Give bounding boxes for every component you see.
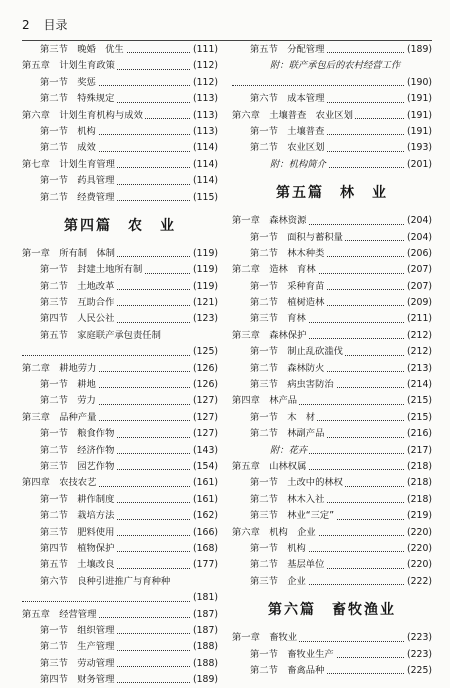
- toc-chapter-entry[interactable]: [22, 475, 218, 491]
- entry-label: 第一节 机构: [232, 541, 308, 557]
- entry-page-number: (218): [405, 492, 432, 508]
- toc-chapter-entry[interactable]: [232, 213, 432, 229]
- entry-page-number: (191): [405, 108, 432, 124]
- entry-label: 第一节 面积与蓄积量: [232, 230, 345, 246]
- toc-section-entry[interactable]: [232, 246, 432, 262]
- entry-label: 第五章 计划生育政策: [22, 58, 117, 74]
- entry-page-number: (125): [191, 344, 218, 360]
- toc-chapter-entry[interactable]: [22, 58, 218, 74]
- toc-chapter-entry[interactable]: [22, 607, 218, 623]
- entry-page-number: (187): [191, 607, 218, 623]
- entry-page-number: (189): [191, 672, 218, 688]
- toc-section-entry[interactable]: [22, 190, 218, 206]
- entry-label: 第一节 木 材: [232, 410, 317, 426]
- entry-label: 第二节 经费管理: [22, 190, 116, 206]
- toc-section-entry[interactable]: [22, 75, 218, 91]
- entry-page-number: (113): [191, 124, 218, 140]
- entry-label: 第五节 分配管理: [232, 42, 326, 58]
- entry-label: 第三节 晚婚 优生: [22, 42, 126, 58]
- toc-section-entry[interactable]: [22, 459, 218, 475]
- entry-page-number: (219): [405, 508, 432, 524]
- entry-page-number: (168): [191, 541, 218, 557]
- part-title: 第六篇 畜牧渔业: [268, 602, 396, 619]
- toc-section-entry[interactable]: [232, 124, 432, 140]
- entry-page-number: (223): [405, 647, 432, 663]
- entry-label: 第二章 耕地劳力: [22, 361, 98, 377]
- entry-page-number: (166): [191, 525, 218, 541]
- entry-page-number: (161): [191, 492, 218, 508]
- toc-chapter-entry[interactable]: [22, 157, 218, 173]
- entry-label: 第二节 经济作物: [22, 443, 116, 459]
- entry-page-number: (119): [191, 279, 218, 295]
- entry-label: 第三章 品种产量: [22, 410, 98, 426]
- entry-page-number: (126): [191, 361, 218, 377]
- entry-page-number: (115): [191, 190, 218, 206]
- entry-page-number: (191): [405, 124, 432, 140]
- entry-page-number: (188): [191, 639, 218, 655]
- toc-section-entry[interactable]: [232, 279, 432, 295]
- toc-chapter-entry[interactable]: [22, 410, 218, 426]
- entry-page-number: (126): [191, 377, 218, 393]
- entry-label: 第二节 农业区划: [232, 140, 326, 156]
- toc-chapter-entry[interactable]: [232, 459, 432, 475]
- toc-section-entry[interactable]: [22, 426, 218, 442]
- entry-label: 第二节 基层单位: [232, 557, 326, 573]
- toc-section-entry[interactable]: [232, 508, 432, 524]
- toc-section-entry[interactable]: [232, 295, 432, 311]
- entry-label: 第二节 成效: [22, 140, 98, 156]
- toc-section-entry[interactable]: [22, 672, 218, 688]
- toc-section-entry[interactable]: [22, 295, 218, 311]
- entry-label: 第三节 病虫害防治: [232, 377, 336, 393]
- entry-page-number: (161): [191, 475, 218, 491]
- entry-label: 附：机构简介: [232, 157, 328, 173]
- entry-label: 第三节 园艺作物: [22, 459, 116, 475]
- entry-label: 第一节 药具管理: [22, 173, 116, 189]
- toc-section-entry[interactable]: [22, 328, 218, 344]
- entry-page-number: (222): [405, 574, 432, 590]
- entry-label: 第一节 制止乱砍滥伐: [232, 344, 345, 360]
- toc-chapter-entry[interactable]: [232, 108, 432, 124]
- entry-page-number: (201): [405, 157, 432, 173]
- toc-section-entry[interactable]: [22, 311, 218, 327]
- toc-section-entry[interactable]: [22, 344, 218, 360]
- entry-label: 第三节 企业: [232, 574, 308, 590]
- entry-page-number: (213): [405, 361, 432, 377]
- toc-section-entry[interactable]: [232, 230, 432, 246]
- toc-section-entry[interactable]: [22, 525, 218, 541]
- entry-label: 第一节 畜牧业生产: [232, 647, 336, 663]
- leader-dots: [232, 85, 432, 86]
- entry-page-number: (225): [405, 663, 432, 679]
- toc-section-entry[interactable]: [232, 377, 432, 393]
- toc-section-entry[interactable]: [232, 344, 432, 360]
- toc-section-entry[interactable]: [22, 590, 218, 606]
- entry-page-number: (209): [405, 295, 432, 311]
- toc-left-column: [22, 42, 218, 688]
- entry-label: 第五章 经营管理: [22, 607, 98, 623]
- entry-label: 第三节 育林: [232, 311, 308, 327]
- entry-label: 第六章 土壤普查 农业区划: [232, 108, 355, 124]
- entry-label: 第五节 家庭联产承包责任制: [22, 328, 163, 344]
- entry-label: 第六节 良种引进推广与育种种: [22, 574, 172, 590]
- entry-page-number: (127): [191, 426, 218, 442]
- toc-section-entry[interactable]: [232, 426, 432, 442]
- leader-dots: [22, 601, 218, 602]
- entry-page-number: (127): [191, 393, 218, 409]
- entry-page-number: (181): [191, 590, 218, 606]
- entry-page-number: (206): [405, 246, 432, 262]
- entry-page-number: (211): [405, 311, 432, 327]
- entry-label: 第一章 森林资源: [232, 213, 308, 229]
- toc-section-entry[interactable]: [22, 393, 218, 409]
- entry-page-number: (114): [191, 157, 218, 173]
- entry-page-number: (143): [191, 443, 218, 459]
- entry-page-number: (187): [191, 623, 218, 639]
- entry-page-number: (216): [405, 426, 432, 442]
- entry-page-number: (119): [191, 262, 218, 278]
- entry-page-number: (215): [405, 393, 432, 409]
- entry-page-number: (214): [405, 377, 432, 393]
- entry-label: 第四节 人民公社: [22, 311, 116, 327]
- toc-section-entry[interactable]: [22, 42, 218, 58]
- entry-label: 第三节 互助合作: [22, 295, 116, 311]
- toc-section-entry[interactable]: [232, 75, 432, 91]
- entry-page-number: (190): [405, 75, 432, 91]
- toc-section-entry[interactable]: [22, 492, 218, 508]
- entry-page-number: (189): [405, 42, 432, 58]
- toc-section-entry[interactable]: [22, 541, 218, 557]
- part-title: 第五篇 林 业: [276, 185, 388, 202]
- entry-label: 第三章 森林保护: [232, 328, 308, 344]
- entry-page-number: (188): [191, 656, 218, 672]
- entry-label: 第二节 林副产品: [232, 426, 326, 442]
- entry-label: 第二节 林木入社: [232, 492, 326, 508]
- toc-section-entry[interactable]: [22, 140, 218, 156]
- entry-label: 第四节 植物保护: [22, 541, 116, 557]
- entry-label: 第二节 林木种类: [232, 246, 326, 262]
- page-number: 2: [22, 18, 30, 32]
- toc-chapter-entry[interactable]: [232, 262, 432, 278]
- toc-section-entry[interactable]: [232, 91, 432, 107]
- entry-page-number: (212): [405, 328, 432, 344]
- entry-label: 第一章 畜牧业: [232, 630, 299, 646]
- toc-chapter-entry[interactable]: [232, 630, 432, 646]
- entry-label: 第一节 机构: [22, 124, 98, 140]
- entry-page-number: (207): [405, 279, 432, 295]
- toc-section-entry[interactable]: [232, 58, 432, 74]
- entry-page-number: (212): [405, 344, 432, 360]
- entry-label: 第一节 土改中的林权: [232, 475, 345, 491]
- entry-label: 第一节 封建土地所有制: [22, 262, 144, 278]
- leader-dots: [22, 355, 218, 356]
- entry-page-number: (111): [191, 42, 218, 58]
- entry-page-number: (204): [405, 213, 432, 229]
- toc-chapter-entry[interactable]: [22, 361, 218, 377]
- entry-label: 第二节 植树造林: [232, 295, 326, 311]
- toc-section-entry[interactable]: [22, 639, 218, 655]
- entry-page-number: (220): [405, 557, 432, 573]
- entry-page-number: (121): [191, 295, 218, 311]
- toc-right-column: [232, 42, 432, 679]
- toc-section-entry[interactable]: [232, 443, 432, 459]
- entry-label: 第二节 特殊规定: [22, 91, 116, 107]
- toc-section-entry[interactable]: [22, 377, 218, 393]
- entry-page-number: (191): [405, 91, 432, 107]
- toc-section-entry[interactable]: [232, 557, 432, 573]
- toc-section-entry[interactable]: [22, 574, 218, 590]
- entry-page-number: (215): [405, 410, 432, 426]
- entry-label: 第五节 土壤改良: [22, 557, 116, 573]
- entry-label: 第一节 耕作制度: [22, 492, 116, 508]
- toc-section-entry[interactable]: [232, 361, 432, 377]
- entry-page-number: (114): [191, 173, 218, 189]
- entry-page-number: (177): [191, 557, 218, 573]
- toc-section-entry[interactable]: [22, 124, 218, 140]
- toc-section-entry[interactable]: [232, 663, 432, 679]
- entry-label: 第二节 生产管理: [22, 639, 116, 655]
- entry-label: 第二章 造林 育林: [232, 262, 318, 278]
- toc-section-entry[interactable]: [22, 173, 218, 189]
- toc-section-entry[interactable]: [232, 140, 432, 156]
- entry-page-number: (218): [405, 475, 432, 491]
- entry-page-number: (207): [405, 262, 432, 278]
- entry-page-number: (123): [191, 311, 218, 327]
- header-title: 目录: [43, 18, 68, 32]
- toc-section-entry[interactable]: [232, 492, 432, 508]
- toc-section-entry[interactable]: [22, 623, 218, 639]
- entry-label: 第一节 粮食作物: [22, 426, 116, 442]
- entry-label: 第三节 肥料使用: [22, 525, 116, 541]
- toc-section-entry[interactable]: [232, 311, 432, 327]
- header-rule: [22, 40, 432, 41]
- entry-label: 第六章 机构 企业: [232, 525, 318, 541]
- entry-page-number: (112): [191, 75, 218, 91]
- toc-section-entry[interactable]: [232, 42, 432, 58]
- toc-section-entry[interactable]: [22, 656, 218, 672]
- toc-chapter-entry[interactable]: [232, 393, 432, 409]
- entry-page-number: (112): [191, 58, 218, 74]
- toc-section-entry[interactable]: [232, 157, 432, 173]
- entry-page-number: (204): [405, 230, 432, 246]
- entry-page-number: (154): [191, 459, 218, 475]
- entry-page-number: (127): [191, 410, 218, 426]
- entry-label: 第六节 成本管理: [232, 91, 326, 107]
- entry-label: 第二节 土地改革: [22, 279, 116, 295]
- entry-label: 第七章 计划生育管理: [22, 157, 117, 173]
- toc-section-entry[interactable]: [22, 91, 218, 107]
- entry-page-number: (119): [191, 246, 218, 262]
- entry-page-number: (113): [191, 91, 218, 107]
- entry-page-number: (218): [405, 459, 432, 475]
- entry-page-number: (162): [191, 508, 218, 524]
- toc-section-entry[interactable]: [232, 574, 432, 590]
- entry-label: 第二节 森林防火: [232, 361, 326, 377]
- toc-section-entry[interactable]: [232, 475, 432, 491]
- toc-chapter-entry[interactable]: [232, 328, 432, 344]
- entry-label: 第四节 财务管理: [22, 672, 116, 688]
- entry-label: 附：花卉: [232, 443, 309, 459]
- entry-label: 第二节 劳力: [22, 393, 98, 409]
- entry-page-number: (220): [405, 541, 432, 557]
- entry-label: 第一节 耕地: [22, 377, 98, 393]
- toc-section-entry[interactable]: [22, 262, 218, 278]
- entry-label: 第四章 农技农艺: [22, 475, 98, 491]
- part-title: 第四篇 农 业: [64, 217, 176, 234]
- page-header: [22, 16, 77, 33]
- entry-label: 第四章 林产品: [232, 393, 299, 409]
- entry-label: 第二节 畜禽品种: [232, 663, 326, 679]
- entry-label: 第六章 计划生育机构与成效: [22, 108, 145, 124]
- entry-page-number: (114): [191, 140, 218, 156]
- entry-label: 第三节 林业“三定”: [232, 508, 336, 524]
- entry-page-number: (220): [405, 525, 432, 541]
- entry-page-number: (113): [191, 108, 218, 124]
- entry-label: 第一节 土壤普查: [232, 124, 326, 140]
- toc-chapter-entry[interactable]: [22, 108, 218, 124]
- toc-chapter-entry[interactable]: [22, 246, 218, 262]
- entry-label: 第二节 栽培方法: [22, 508, 116, 524]
- toc-section-entry[interactable]: [232, 541, 432, 557]
- entry-label: 第一节 采种育苗: [232, 279, 326, 295]
- entry-label: 附：联产承包后的农村经营工作: [232, 58, 402, 74]
- entry-page-number: (217): [405, 443, 432, 459]
- entry-label: 第一章 所有制 体制: [22, 246, 117, 262]
- toc-section-entry[interactable]: [22, 279, 218, 295]
- toc-section-entry[interactable]: [22, 443, 218, 459]
- toc-section-entry[interactable]: [232, 647, 432, 663]
- entry-label: 第五章 山林权属: [232, 459, 308, 475]
- entry-page-number: (193): [405, 140, 432, 156]
- toc-section-entry[interactable]: [22, 557, 218, 573]
- toc-section-entry[interactable]: [232, 410, 432, 426]
- entry-page-number: (223): [405, 630, 432, 646]
- toc-chapter-entry[interactable]: [232, 525, 432, 541]
- toc-section-entry[interactable]: [22, 508, 218, 524]
- entry-label: 第一节 奖惩: [22, 75, 98, 91]
- entry-label: 第三节 劳动管理: [22, 656, 116, 672]
- entry-label: 第一节 组织管理: [22, 623, 116, 639]
